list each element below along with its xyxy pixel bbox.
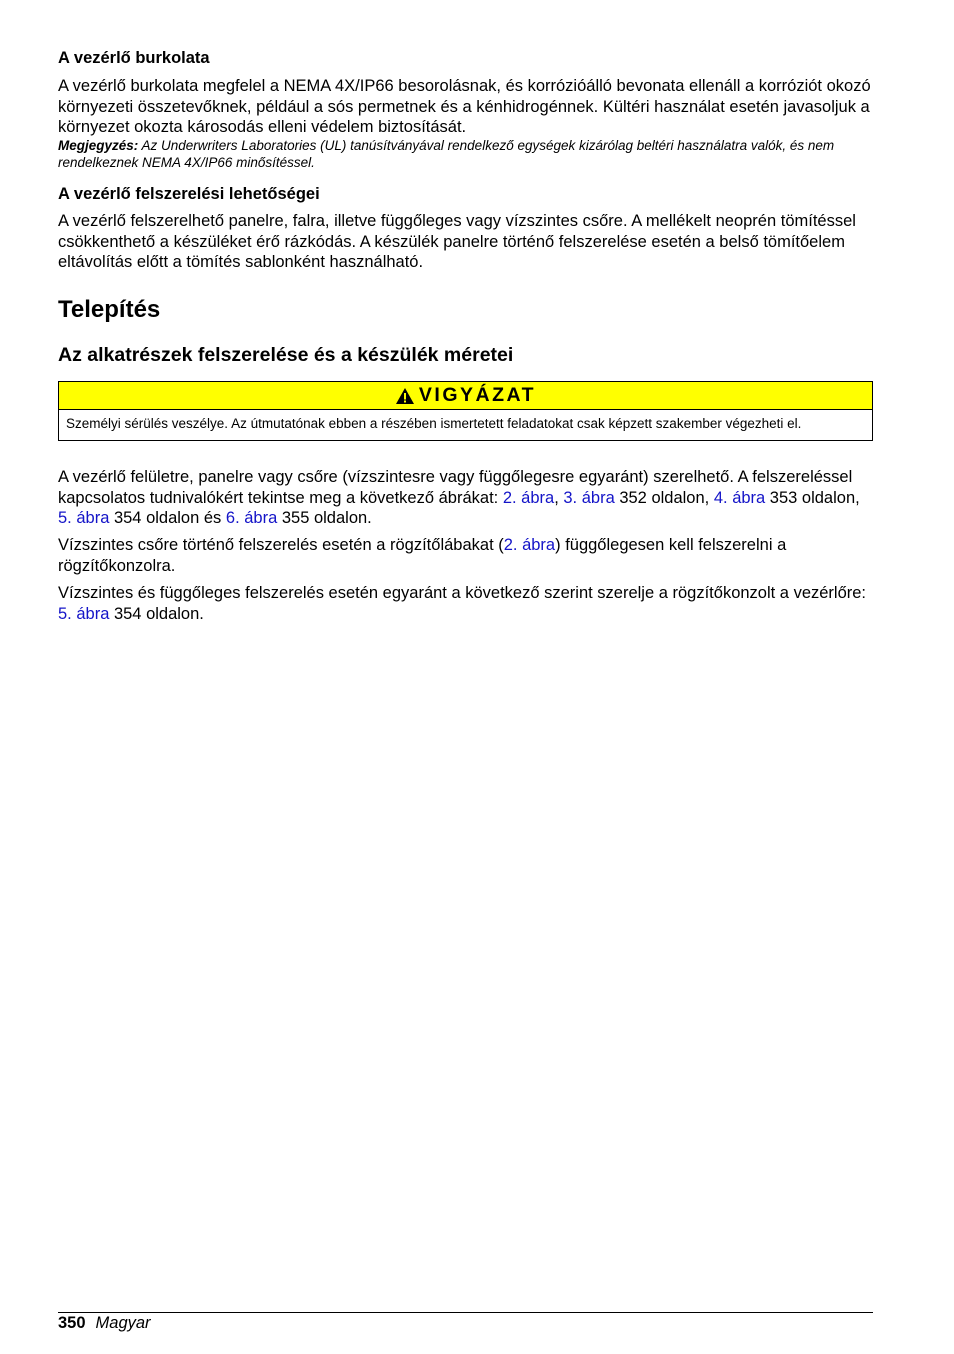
note-label: Megjegyzés: [58,138,139,153]
figure-link-4[interactable]: 4. ábra [713,488,766,507]
figure-link-5[interactable]: 5. ábra [58,509,110,527]
figure-link-2[interactable]: 2. ábra [503,536,556,554]
warning-triangle-icon [395,387,415,405]
text-run: , [554,488,564,507]
text-run: 354 oldalon és [109,509,226,527]
note-text: Az Underwriters Laboratories (UL) tanúsítványával rendelkező egységek kizárólag beltéri használatra valók, és nem rendelkeznek NEMA 4X/IP66 minősítéssel. [58,138,835,170]
figure-link-2[interactable]: 2. ábra [502,488,555,507]
footer-language: Magyar [95,1314,151,1332]
note-ul [58,137,873,171]
figure-link-5[interactable]: 5. ábra [58,604,110,623]
figure-link-6[interactable]: 6. ábra [225,509,278,527]
paragraph-mounting-figures [58,467,873,529]
paragraph-mounting-options: A vezérlő felszerelhető panelre, falra, illetve függőleges vagy vízszintes csőre. A mellékelt neoprén tömítéssel csökkenthető a készüléket érő rázkódás. A készülék panelre történő felszerelése esetén a belső tömítőelem eltávolítás előtt a tömítés sablonként használható. [58,212,856,271]
heading-enclosure: A vezérlő burkolata [58,49,210,67]
caution-label: VIGYÁZAT [418,384,537,406]
text-run: A vezérlő felületre, panelre vagy csőre (vízszintesre vagy függőlegesre egyaránt) szerelhető. A felszereléssel kapcsolatos tudnivalókért tekintse meg a következő ábrákat: [58,468,853,507]
text-run: Vízszintes csőre történő felszerelés esetén a rögzítőlábakat ( [58,536,504,554]
page-title: Telepítés [58,296,161,323]
text-run: 352 oldalon, [614,488,714,507]
section-heading: Az alkatrészek felszerelése és a készülék méretei [58,344,514,366]
text-run: 355 oldalon. [277,509,372,527]
heading-mounting-options: A vezérlő felszerelési lehetőségei [58,185,320,203]
caution-header [59,382,872,410]
text-run: Vízszintes és függőleges felszerelés esetén egyaránt a következő szerint szerelje a rögzítőkonzolt a vezérlőre: [58,584,867,602]
caution-text: Személyi sérülés veszélye. Az útmutatónak ebben a részében ismertetett feladatokat csak képzett szakember végezheti el. [66,416,802,431]
footer [58,1313,151,1333]
paragraph-horizontal-pipe [58,535,873,576]
text-run: 354 oldalon. [109,604,204,623]
paragraph-enclosure: A vezérlő burkolata megfelel a NEMA 4X/IP66 besorolásnak, és korrózióálló bevonata ellenáll a korróziót okozó környezeti összetevőknek, például a sós permetnek és a kénhidrogénnek. Kültéri használat esetén javasoljuk a környezet okozta károsodás elleni védelem biztosítását. [58,77,871,136]
figure-link-3[interactable]: 3. ábra [563,488,615,507]
paragraph-bracket [58,583,873,624]
text-run: 353 oldalon, [765,488,860,507]
page-number: 350 [58,1314,86,1332]
text-run: ) függőlegesen kell felszerelni a rögzítőkonzolra. [58,536,787,575]
caution-box [58,381,873,441]
footer-divider [58,1312,873,1313]
